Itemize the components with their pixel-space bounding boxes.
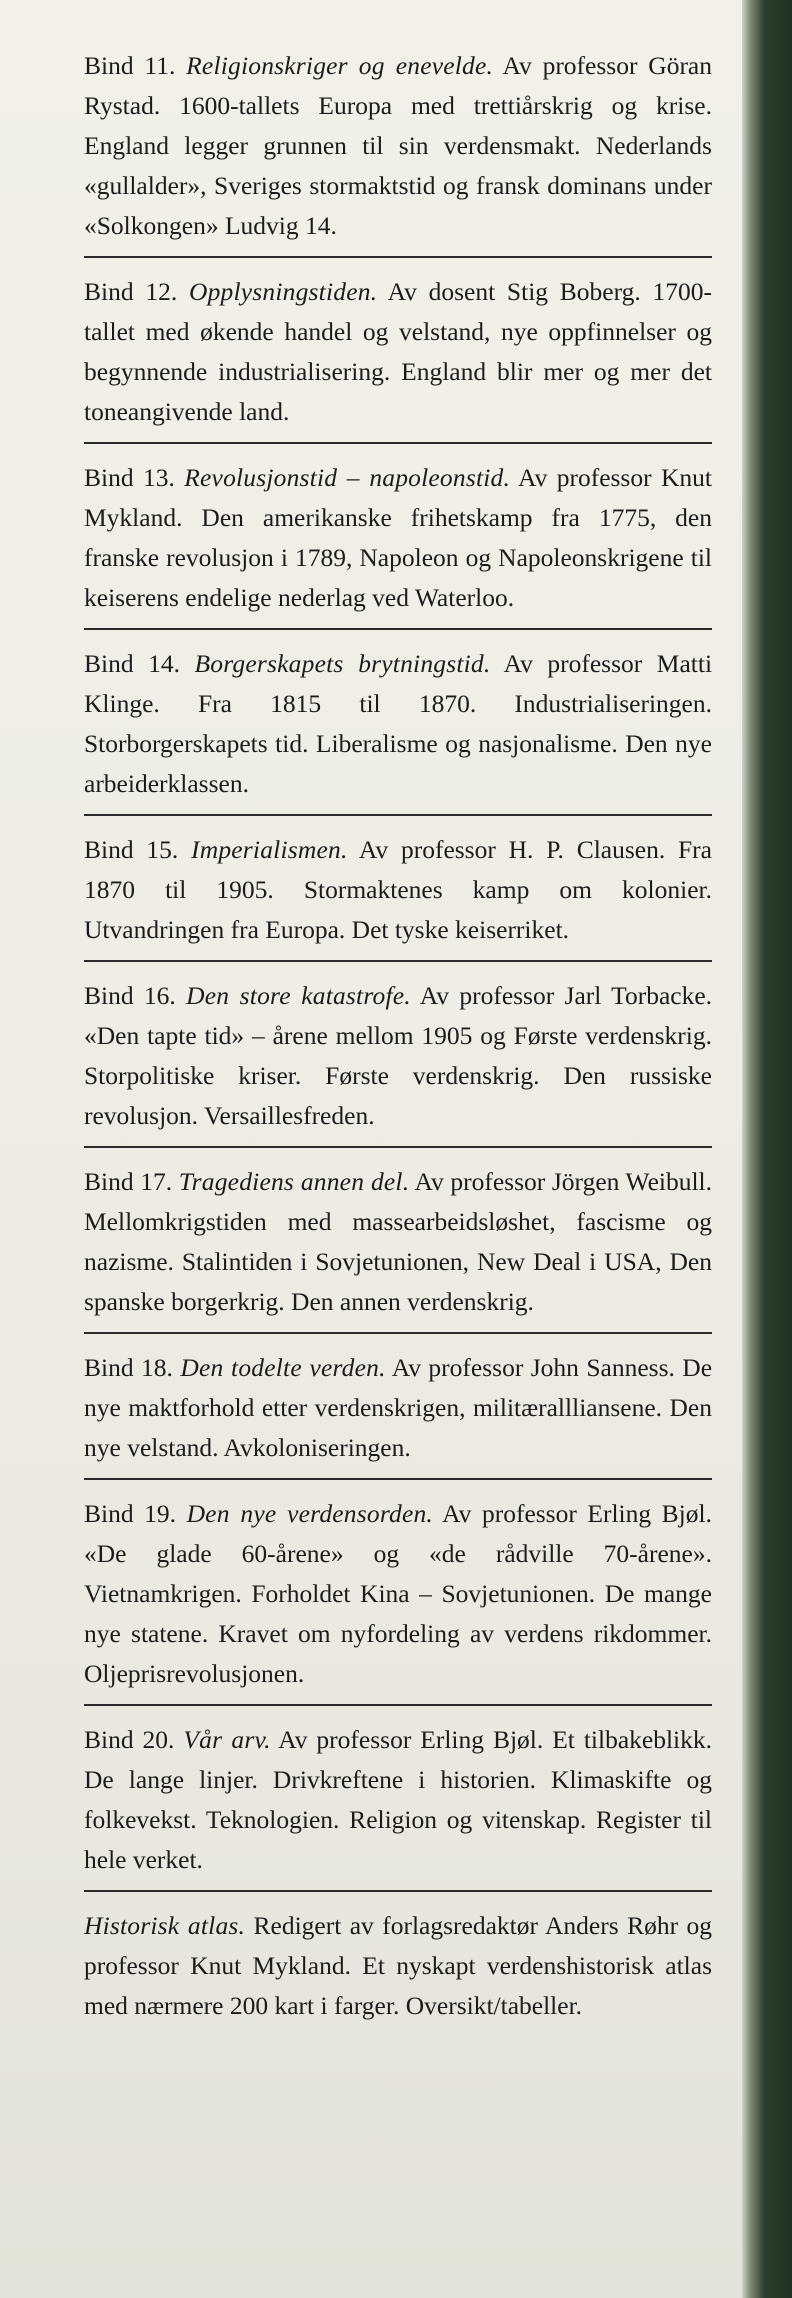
divider <box>84 1332 712 1334</box>
volume-description: Av professor Jörgen Weibull. Mellomkrigstiden med massearbeidsløshet, fascisme og nazisme. Stalintiden i Sovjetunionen, New Deal i USA, Den spanske borgerkrig. Den annen verdenskrig. <box>84 1167 713 1316</box>
volume-title: Den nye verdensorden. <box>186 1499 433 1528</box>
bind-label: Bind 14. <box>84 649 180 678</box>
volume-description: Av professor Jarl Torbacke. «Den tapte tid» – årene mellom 1905 og Første verdenskrig. Storpolitiske kriser. Første verdenskrig. Den russiske revolusjon. Versaillesfreden. <box>84 981 713 1130</box>
volume-description: Av professor Erling Bjøl. Et tilbakeblikk. De lange linjer. Drivkreftene i historien. Klimaskifte og folkevekst. Teknologien. Religion og vitenskap. Register til hele verket. <box>84 1725 713 1874</box>
divider <box>84 814 712 816</box>
entry-bind-13 <box>84 450 712 624</box>
volume-title: Opplysningstiden. <box>188 277 378 306</box>
entry-bind-20 <box>84 1712 712 1886</box>
divider <box>84 1478 712 1480</box>
entry-bind-17 <box>84 1154 712 1328</box>
bind-label: Bind 17. <box>84 1167 173 1196</box>
volume-description: Av professor H. P. Clausen. Fra 1870 til 1905. Stormaktenes kamp om kolonier. Utvandringen fra Europa. Det tyske keiserriket. <box>84 835 712 944</box>
divider <box>84 628 712 630</box>
entry-bind-14 <box>84 636 712 810</box>
bind-label: Bind 13. <box>84 463 175 492</box>
entry-bind-19 <box>84 1486 712 1700</box>
divider <box>84 1146 712 1148</box>
volume-title: Tragediens annen del. <box>178 1167 410 1196</box>
volume-title: Imperialismen. <box>191 835 348 864</box>
divider <box>84 256 712 258</box>
bind-label: Bind 15. <box>84 835 179 864</box>
bind-label: Bind 20. <box>84 1725 175 1754</box>
volume-description: Av dosent Stig Boberg. 1700-tallet med økende handel og velstand, nye oppfinnelser og begynnende industrialisering. England blir mer og mer det toneangivende land. <box>84 277 712 426</box>
volume-description: Av professor John Sanness. De nye maktforhold etter verdenskrigen, militærallliansene. Den nye velstand. Avkoloniseringen. <box>84 1353 713 1462</box>
bind-label: Bind 11. <box>84 51 176 80</box>
entry-bind-15 <box>84 822 712 956</box>
volume-title: Borgerskapets brytningstid. <box>194 649 491 678</box>
volume-description: Redigert av forlagsredaktør Anders Røhr og professor Knut Mykland. Et nyskapt verdenshistorisk atlas med nærmere 200 kart i farger. Oversikt/tabeller. <box>84 1911 712 2020</box>
volume-title: Vår arv. <box>183 1725 271 1754</box>
volume-description: Av professor Erling Bjøl. «De glade 60-årene» og «de rådville 70-årene». Vietnamkrigen. Forholdet Kina – Sovjetunionen. De mange nye statene. Kravet om nyfordeling av verdens rikdommer. Oljeprisrevolusjonen. <box>84 1499 712 1688</box>
book-spine <box>742 0 792 2298</box>
volume-title: Den store katastrofe. <box>186 981 411 1010</box>
bind-label: Bind 12. <box>84 277 178 306</box>
entry-list <box>84 46 712 2032</box>
volume-title: Religionskriger og enevelde. <box>186 51 494 80</box>
bind-label: Bind 18. <box>84 1353 173 1382</box>
entry-bind-11 <box>84 46 712 252</box>
divider <box>84 1704 712 1706</box>
divider <box>84 442 712 444</box>
volume-description: Av professor Knut Mykland. Den amerikanske frihetskamp fra 1775, den franske revolusjon i 1789, Napoleon og Napoleonskrigene til keiserens endelige nederlag ved Waterloo. <box>84 463 712 612</box>
entry-bind-16 <box>84 968 712 1142</box>
volume-description: Av professor Göran Rystad. 1600-tallets Europa med trettiårskrig og krise. England legger grunnen til sin verdensmakt. Nederlands «gullalder», Sveriges stormaktstid og fransk dominans under «Solkongen» Ludvig 14. <box>84 51 712 240</box>
entry-bind-12 <box>84 264 712 438</box>
volume-title: Historisk atlas. <box>84 1911 246 1940</box>
volume-title: Revolusjonstid – napoleonstid. <box>184 463 511 492</box>
volume-title: Den todelte verden. <box>180 1353 386 1382</box>
bind-label: Bind 16. <box>84 981 176 1010</box>
divider <box>84 1890 712 1892</box>
bind-label: Bind 19. <box>84 1499 177 1528</box>
entry-historisk-atlas <box>84 1898 712 2032</box>
volume-description: Av professor Matti Klinge. Fra 1815 til 1870. Industrialiseringen. Storborgerskapets tid. Liberalisme og nasjonalisme. Den nye arbeiderklassen. <box>84 649 713 798</box>
divider <box>84 960 712 962</box>
entry-bind-18 <box>84 1340 712 1474</box>
